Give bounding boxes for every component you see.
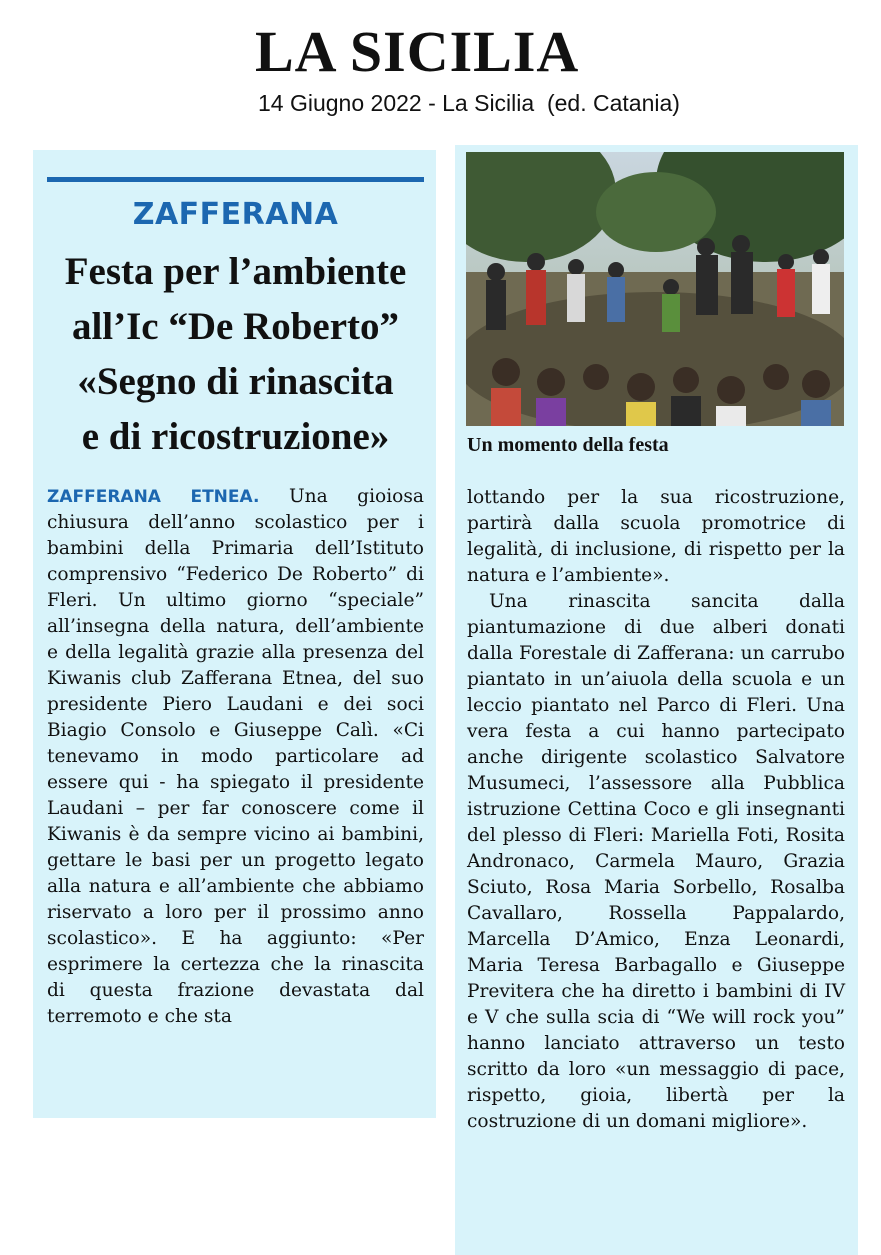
article-body-right	[467, 485, 845, 1135]
headline-line: all’Ic “De Roberto”	[71, 305, 400, 348]
article-kicker: ZAFFERANA	[132, 197, 339, 232]
body-paragraph	[47, 484, 424, 1030]
lead-city: ZAFFERANA ETNEA.	[47, 487, 260, 507]
photo-image	[466, 152, 844, 426]
headline-line: «Segno di rinascita	[77, 360, 394, 403]
article-headline	[47, 244, 424, 464]
body-paragraph: lottando per la sua ricostruzione, partirà dalla scuola promotrice di legalità, di inclusione, di rispetto per la natura e l’ambiente».	[467, 487, 845, 586]
photo-caption: Un momento della festa	[467, 434, 669, 456]
article-photo	[466, 152, 844, 426]
dateline: 14 Giugno 2022 - La Sicilia (ed. Catania)	[258, 90, 680, 116]
section-rule	[47, 177, 424, 182]
masthead: LA SICILIA	[255, 19, 580, 84]
headline-line: e di ricostruzione»	[81, 415, 390, 458]
headline-line: Festa per l’ambiente	[64, 250, 407, 293]
body-text: Una gioiosa chiusura dell’anno scolastico per i bambini della Primaria dell’Istituto comprensivo “Federico De Roberto” di Fleri. Un ultimo giorno “speciale” all’insegna della natura, dell’ambiente e della legalità grazie alla presenza del Kiwanis club Zafferana Etnea, del suo presidente Piero Laudani e dei soci Biagio Consolo e Giuseppe Calì. «Ci tenevamo in modo particolare ad essere qui - ha spiegato il presidente Laudani – per far conoscere come il Kiwanis è da sempre vicino ai bambini, gettare le basi per un progetto legato alla natura e all’ambiente che abbiamo riservato a loro per il prossimo anno scolastico». E ha aggiunto: «Per esprimere la certezza che la rinascita di questa frazione devastata dal terremoto e che sta	[47, 486, 424, 1027]
body-paragraph: Una rinascita sancita dalla piantumazione di due alberi donati dalla Forestale di Zafferana: un carrubo piantato in un’aiuola della scuola e un leccio piantato nel Parco di Fleri. Una vera festa a cui hanno partecipato anche dirigente scolastico Salvatore Musumeci, l’assessore alla Pubblica istruzione Cettina Coco e gli insegnanti del plesso di Fleri: Mariella Foti, Rosita Andronaco, Carmela Mauro, Grazia Sciuto, Rosa Maria Sorbello, Rosalba Cavallaro, Rossella Pappalardo, Marcella D’Amico, Enza Leonardi, Maria Teresa Barbagallo e Giuseppe Previtera che ha diretto i bambini di IV e V che sulla scia di “We will rock you” hanno lanciato attraverso un testo scritto da loro «un messaggio di pace, rispetto, gioia, libertà per la costruzione di un domani migliore».	[467, 591, 845, 1132]
article-body-left	[47, 484, 424, 1030]
